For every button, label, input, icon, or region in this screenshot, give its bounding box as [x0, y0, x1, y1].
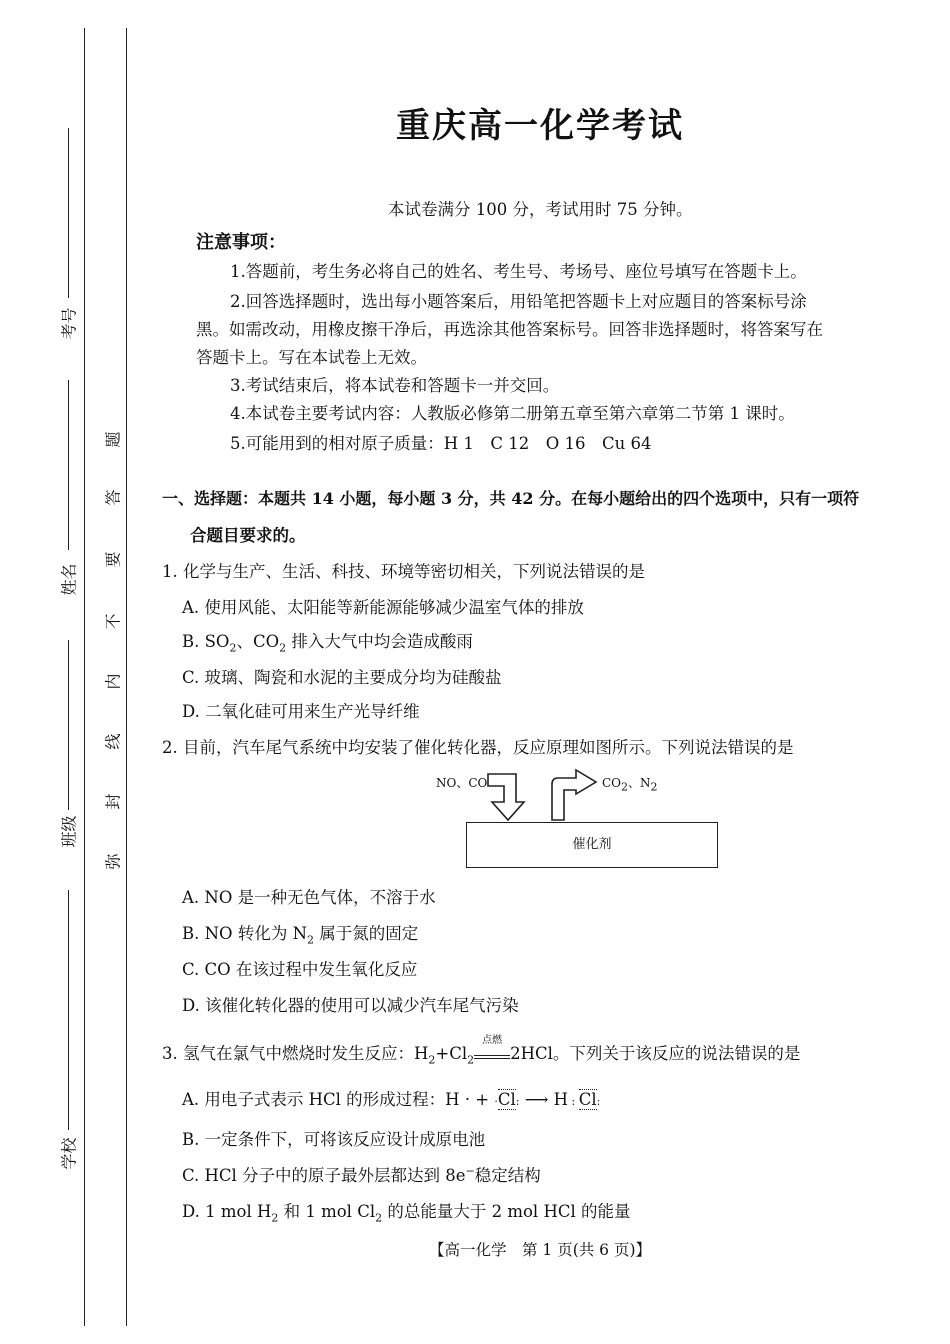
- figure-input-label: NO、CO: [436, 776, 488, 790]
- seal-char: 要: [103, 551, 123, 568]
- margin-line-outer: [84, 28, 85, 1326]
- side-label-kaohao: 考号: [59, 307, 79, 340]
- seal-char: 封: [103, 793, 123, 810]
- notice-line: 3.考试结束后，将本试卷和答题卡一并交回。: [230, 376, 560, 395]
- question-3-option-a: A. 用电子式表示 HCl 的形成过程：H · + ·Cl: ⟶ H : Cl:: [182, 1090, 601, 1109]
- question-2-option-a: A. NO 是一种无色气体，不溶于水: [182, 888, 436, 907]
- reaction-condition: 点燃: [474, 1045, 510, 1059]
- catalyst-flow-arrows: [480, 764, 600, 824]
- question-2-stem: 2. 目前，汽车尾气系统中均安装了催化转化器，反应原理如图所示。下列说法错误的是: [162, 738, 794, 757]
- fill-line-class: [68, 640, 69, 810]
- seal-char: 弥: [103, 853, 123, 870]
- question-1-option-b: B. $SO_2$、$CO_2$ 排入大气中均会造成酸雨: [182, 632, 473, 655]
- question-2-option-b: B. NO 转化为 $N_2$ 属于氮的固定: [182, 924, 419, 947]
- question-1-stem: 1. 化学与生产、生活、科技、环境等密切相关，下列说法错误的是: [162, 562, 645, 581]
- page-footer: 【高一化学 第 1 页(共 6 页)】: [428, 1241, 652, 1259]
- question-3-stem: 3. 氢气在氯气中燃烧时发生反应：$H_2+Cl_2$ 点燃 2HCl。下列关于该反应的说法错误的是: [162, 1035, 801, 1067]
- question-3-option-b: B. 一定条件下，可将该反应设计成原电池: [182, 1130, 486, 1149]
- question-2-option-c: C. CO 在该过程中发生氧化反应: [182, 960, 418, 979]
- question-1-option-a: A. 使用风能、太阳能等新能源能够减少温室气体的排放: [182, 598, 584, 617]
- side-label-name: 姓名: [59, 563, 79, 596]
- section-heading: 一、选择题：本题共 14 小题，每小题 3 分，共 42 分。在每小题给出的四个选项中，只有一项符: [162, 489, 860, 508]
- exam-info: 本试卷满分 100 分，考试用时 75 分钟。: [388, 200, 693, 219]
- notice-heading: 注意事项：: [196, 232, 286, 253]
- notice-line: 1.答题前，考生务必将自己的姓名、考生号、考场号、座位号填写在答题卡上。: [230, 262, 807, 281]
- side-label-school: 学校: [59, 1137, 79, 1170]
- notice-line: 4.本试卷主要考试内容：人教版必修第二册第五章至第六章第二节第 1 课时。: [230, 404, 795, 423]
- notice-line: 答题卡上。写在本试卷上无效。: [196, 348, 427, 367]
- fill-line-name: [68, 380, 69, 550]
- side-label-class: 班级: [59, 815, 79, 848]
- electron-dots-icon: ·: [494, 1095, 498, 1108]
- seal-char: 线: [103, 733, 123, 750]
- question-3-option-c: C. HCl 分子中的原子最外层都达到 8e−稳定结构: [182, 1164, 541, 1185]
- seal-char: 题: [103, 431, 123, 448]
- arrow-right-icon: ⟶: [519, 1090, 554, 1109]
- question-1-option-c: C. 玻璃、陶瓷和水泥的主要成分均为硅酸盐: [182, 668, 502, 687]
- fill-line-school: [68, 890, 69, 1130]
- seal-char: 不: [103, 613, 123, 630]
- electron-dots-icon: :: [596, 1095, 601, 1108]
- section-heading-cont: 合题目要求的。: [190, 526, 306, 545]
- question-1-option-d: D. 二氧化硅可用来生产光导纤维: [182, 702, 420, 721]
- question-3-option-d: D. 1 mol $H_2$ 和 1 mol $Cl_2$ 的总能量大于 2 mol HCl 的能量: [182, 1202, 631, 1225]
- margin-line-inner: [126, 28, 127, 1326]
- question-2-option-d: D. 该催化转化器的使用可以减少汽车尾气污染: [182, 996, 519, 1015]
- catalyst-box: 催化剂: [466, 822, 718, 868]
- electron-dots-icon: :: [568, 1095, 579, 1108]
- fill-line-kaohao: [68, 128, 69, 298]
- seal-char: 内: [103, 673, 123, 690]
- arrow-up-right-icon: [552, 770, 596, 820]
- electron-dots-icon: :: [515, 1095, 520, 1108]
- page-title: 重庆高一化学考试: [396, 106, 684, 146]
- notice-line: 黑。如需改动，用橡皮擦干净后，再选涂其他答案标号。回答非选择题时，将答案写在: [196, 320, 823, 339]
- arrow-down-icon: [488, 774, 524, 820]
- notice-line: 5.可能用到的相对原子质量：H 1 C 12 O 16 Cu 64: [230, 434, 652, 453]
- notice-line: 2.回答选择题时，选出每小题答案后，用铅笔把答题卡上对应题目的答案标号涂: [230, 292, 807, 311]
- seal-char: 答: [103, 489, 123, 506]
- figure-output-label: $CO_2$、$N_2$: [602, 776, 658, 794]
